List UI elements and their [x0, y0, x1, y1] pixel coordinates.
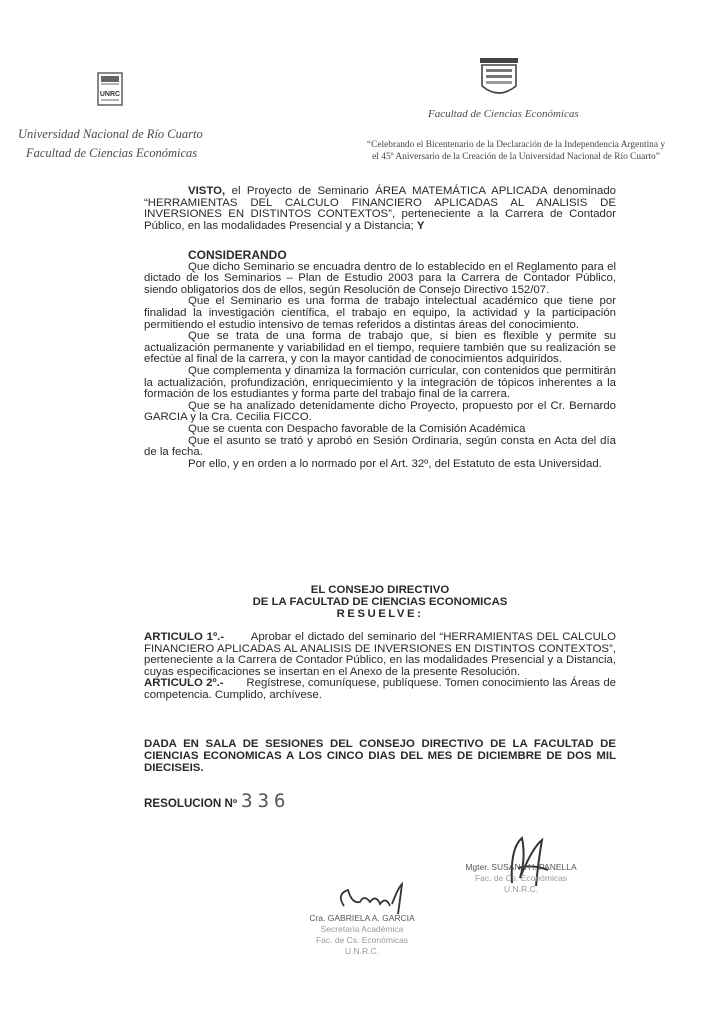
- articulo-1-text: Aprobar el dictado del seminario del “HERRAMIENTAS DEL CALCULO FINANCIERO APLICADAS AL ANALISIS DE INVERSIONES EN DISTINTOS CONTEXTOS”, perteneciente a la Carrera de Contador Público, en las modalidades Presencial y a Distancia, cuyas especificaciones se insertan en el Anexo de la presente Resolución.: [144, 631, 617, 678]
- resuelve-label: RESUELVE:: [336, 608, 424, 620]
- signer-right-line-2: Fac. de Cs. Económicas: [474, 873, 568, 883]
- resolucion-label: RESOLUCION Nº: [144, 797, 238, 810]
- fce-logo: [474, 56, 524, 104]
- unrc-logo-text: UNRC: [99, 91, 121, 98]
- considerando-paragraph: Que el asunto se trató y aprobó en Sesión Ordinaria, según consta en Acta del día de la fecha.: [144, 434, 616, 459]
- header-quote-line-2: el 45º Aniversario de la Creación de la Universidad Nacional de Río Cuarto”: [372, 151, 660, 162]
- header-quote: [321, 140, 711, 163]
- university-name: Universidad Nacional de Río Cuarto: [18, 127, 203, 141]
- header-quote-line-1: “Celebrando el Bicentenario de la Declaración de la Independencia Argentina y: [366, 140, 666, 150]
- faculty-name-right: Facultad de Ciencias Económicas: [428, 108, 579, 120]
- articulos-section: [144, 632, 616, 702]
- resolucion-line: [144, 790, 290, 812]
- visto-text: el Proyecto de Seminario ÁREA MATEMÁTICA APLICADA denominado “HERRAMIENTAS DEL CALCULO FINANCIERO APLICADAS AL ANALISIS DE INVERSIONES EN DISTINTOS CONTEXTOS”, perteneciente a la Carrera de Contador Público, en las modalidades Presencial y a Distancia;: [144, 185, 616, 232]
- signer-left-line-2: Secretaria Académica: [320, 924, 404, 934]
- signer-left-line-3: Fac. de Cs. Económicas: [315, 935, 409, 945]
- resolucion-number: 336: [241, 790, 291, 812]
- considerando-paragraph: Que el Seminario es una forma de trabajo intelectual académico que tiene por finalidad la investigación científica, el trabajo en equipo, la actividad y la participación permitiendo el estudio intensivo de temas referidos a distintas áreas del conocimiento.: [144, 295, 616, 331]
- articulo-2-label: ARTICULO 2º.-: [144, 677, 224, 690]
- signer-right-name: Mgter. SUSANA H. PANELLA: [465, 862, 577, 872]
- signature-block-right: [446, 862, 596, 895]
- signer-right-line-3: U.N.R.C.: [504, 884, 538, 894]
- considerando-paragraph: Que se ha analizado detenidamente dicho Proyecto, propuesto por el Cr. Bernardo GARCIA y la Cra. Cecilia FICCO.: [144, 399, 616, 424]
- considerando-paragraph: Que se cuenta con Despacho favorable de la Comisión Académica: [188, 422, 526, 435]
- signature-block-left: [292, 913, 432, 957]
- considerando-paragraph: Que dicho Seminario se encuadra dentro de lo establecido en el Reglamento para el dictado de los Seminarios – Plan de Estudio 2003 para la Carrera de Contador Público, siendo obligatorios dos de ellos, según Resolución de Consejo Directivo 152/07.: [144, 260, 616, 296]
- articulo-2: [144, 678, 616, 701]
- visto-label: VISTO,: [188, 185, 226, 197]
- consejo-line-1: EL CONSEJO DIRECTIVO: [310, 584, 450, 596]
- considerando-title: CONSIDERANDO: [188, 248, 287, 262]
- consejo-heading: [144, 584, 616, 620]
- signer-left-name: Cra. GABRIELA A. GARCIA: [309, 913, 415, 923]
- visto-y: Y: [416, 219, 425, 232]
- considerando-paragraph: Que se trata de una forma de trabajo que, si bien es flexible y permite su actualización permanente y variabilidad en el tiempo, requiere también que su realización se efectúe al final de la carrera, y con la mayor cantidad de conocimientos adquiridos.: [144, 330, 616, 366]
- considerando-paragraph: Que complementa y dinamiza la formación curricular, con contenidos que permitirán la actualización, profundización, enriquecimiento y la integración de tópicos inherentes a la formación de los estudiantes y forma parte del trabajo final de la carrera.: [144, 364, 616, 401]
- visto-section: [144, 186, 616, 232]
- considerando-section: [144, 250, 616, 470]
- articulo-1: [144, 632, 616, 678]
- dada-paragraph: DADA EN SALA DE SESIONES DEL CONSEJO DIRECTIVO DE LA FACULTAD DE CIENCIAS ECONOMICAS A LOS CINCO DIAS DEL MES DE DICIEMBRE DE DOS MIL DIECISEIS.: [144, 738, 616, 774]
- signer-left-line-4: U.N.R.C.: [345, 946, 379, 956]
- considerando-paragraph: Por ello, y en orden a lo normado por el Art. 32º, del Estatuto de esta Universidad.: [188, 457, 602, 470]
- consejo-line-2: DE LA FACULTAD DE CIENCIAS ECONOMICAS: [252, 596, 508, 608]
- articulo-2-text: Regístrese, comuníquese, publíquese. Tomen conocimiento las Áreas de competencia. Cumplido, archívese.: [144, 677, 616, 701]
- articulo-1-label: ARTICULO 1º.-: [144, 631, 225, 643]
- faculty-name-left: Facultad de Ciencias Económicas: [26, 146, 198, 160]
- unrc-logo: [97, 72, 123, 106]
